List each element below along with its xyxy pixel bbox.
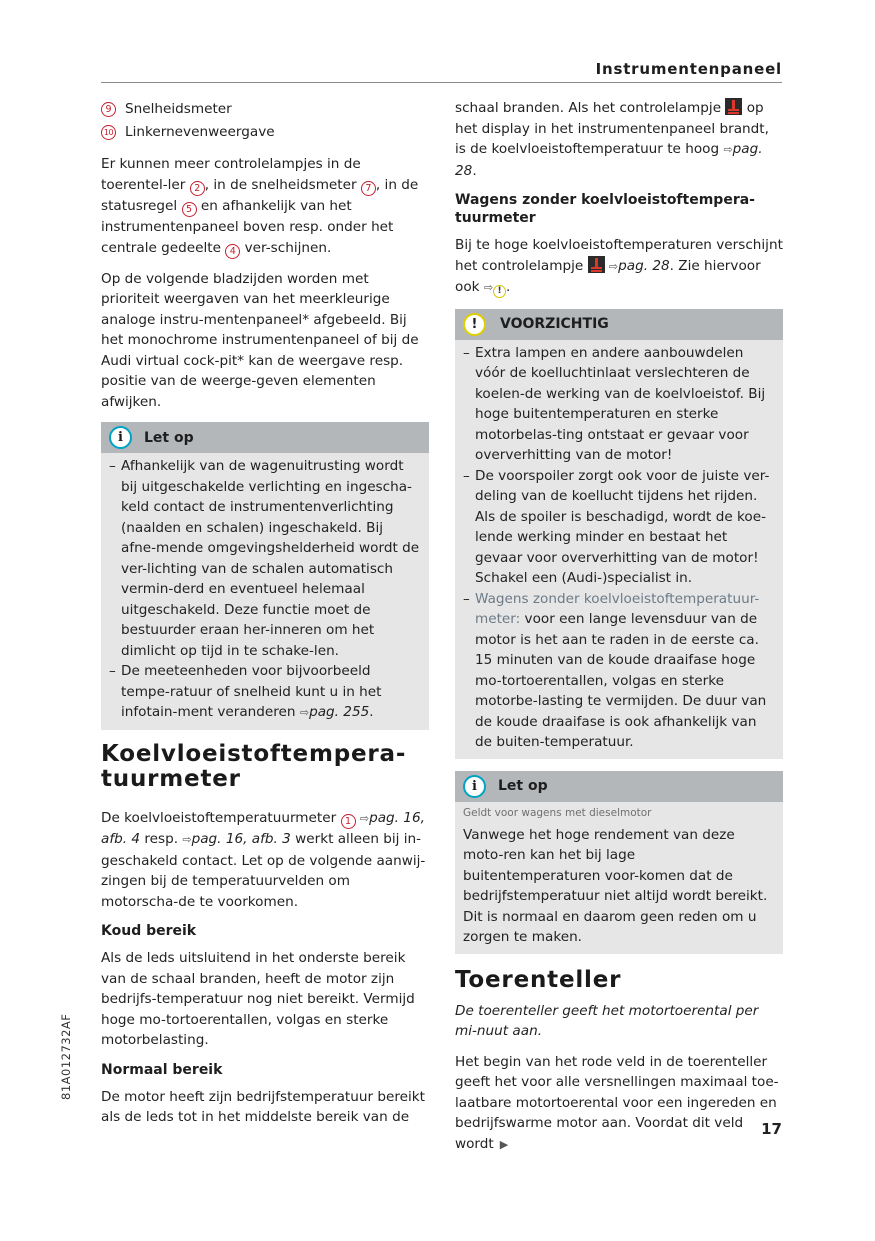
arrow-right-icon: ⇨ — [723, 143, 733, 156]
caution-box-body — [455, 340, 783, 759]
coolant-warning-lamp-icon — [725, 98, 742, 115]
arrow-right-icon: ⇨ — [483, 281, 494, 294]
arrow-right-icon: ⇨ — [182, 833, 192, 847]
paragraph-toerenteller — [455, 1052, 783, 1156]
paragraph-weergaven: Op de volgende bladzijden worden met prioriteit weergaven van het meerkleurige analoge instru-mentenpaneel* afgebeeld. Bij het monochrome instrumentenpaneel of bij de Audi virtual cock-pit* kan de weergave resp. positie van de weerge-geven elementen afwijken. — [101, 270, 419, 410]
callout-number: 9 — [101, 102, 116, 117]
page-reference-link[interactable]: pag. 28 — [618, 257, 670, 274]
page-number: 17 — [761, 1120, 782, 1138]
caution-box-header — [455, 309, 783, 340]
list-item: – Wagens zonder koelvloeistoftemperatuur-meter: voor een lange levensduur van de motor is het aan te raden in de eerste ca. 15 minuten van de koude draaifase hoge mo-tortoerentallen, volgas en sterke motorbe-lasting te vermijden. De duur van de koude draaifase is ook afhankelijk van de buiten-temperatuur. — [463, 590, 767, 750]
arrow-right-icon: ⇨ — [359, 811, 370, 825]
legend-label: Snelheidsmeter — [125, 101, 232, 117]
note-text: Vanwege het hoge rendement van deze moto-ren kan het bij lage buitentemperaturen voor-komen dat de bedrijfstemperatuur niet altijd wordt bereikt. Dit is normaal en daarom geen reden om u zorgen te maken. — [463, 826, 768, 945]
page-reference-link[interactable]: pag. 16, afb. 4 — [101, 809, 425, 848]
text: Bij te hoge koelvloeistoftemperaturen verschijnt het controlelampje — [455, 237, 783, 274]
text: . — [369, 704, 374, 721]
text: , in de statusregel — [101, 176, 419, 214]
coolant-warning-lamp-icon — [588, 256, 605, 273]
caution-box-title: VOORZICHTIG — [500, 316, 609, 332]
list-item-text: De voorspoiler zorgt ook voor de juiste ver-deling van de koellucht tijdens het rijden. Als de spoiler is beschadigd, wordt de koe-lende werking minder en bestaat het gevaar voor oververhitting van de motor! Schakel een (Audi-)specialist in. — [475, 467, 770, 586]
list-item-text: voor een lange levensduur van de motor is het aan te raden in de eerste ca. 15 minuten van de koude draaifase hoge mo-tortoerentallen, volgas en sterke motorbe-lasting te vermijden. De duur van de koude draaifase is ook afhankelijk van de buiten-temperatuur. — [475, 611, 767, 750]
lead-paragraph: De toerenteller geeft het motortoerental per mi-nuut aan. — [455, 1002, 759, 1039]
list-item-text: De meeteenheden voor bijvoorbeeld tempe-ratuur of snelheid kunt u in het infotain-ment veranderen — [121, 663, 382, 721]
note-box-title: Let op — [498, 778, 548, 794]
caution-reference-icon[interactable]: ! — [493, 285, 506, 298]
text: Het begin van het rode veld in de toerenteller geeft het voor alle versnellingen maximaal toe-laatbare motortoerental voor een ingereden en bedrijfswarme motor aan. Voordat dit veld wordt — [455, 1053, 779, 1152]
header-divider — [101, 82, 782, 83]
section-title-toerenteller: Toerenteller — [455, 966, 622, 993]
callout-number: 5 — [182, 202, 197, 217]
text: en afhankelijk van het instrumentenpaneel boven resp. onder het centrale gedeelte — [101, 197, 394, 256]
info-icon: i — [463, 775, 486, 798]
list-item: – De meeteenheden voor bijvoorbeeld tempe-ratuur of snelheid kunt u in het infotain-ment veranderen ⇨pag. 255. — [109, 663, 382, 721]
list-item-text: Afhankelijk van de wagenuitrusting wordt bij uitgeschakelde verlichting en ingescha-keld contact de instrumentenverlichting (naalden en schalen) ingeschakeld. Bij afne-mende omgevingshelderheid wordt de ver-lichting van de schalen automatisch vermin-derd en eventueel helemaal uitgeschakeld. Deze functie moet de bestuurder eraan her-inneren om het dimlicht op tijd in te schake-len. — [121, 458, 420, 659]
page-reference-link[interactable]: pag. 255 — [309, 704, 370, 721]
list-item: – Afhankelijk van de wagenuitrusting wordt bij uitgeschakelde verlichting en ingescha-keld contact de instrumentenverlichting (naalden en schalen) ingeschakeld. Bij afne-mende omgevingshelderheid wordt de ver-lichting van de schalen automatisch vermin-derd en eventueel helemaal uitgeschakeld. Deze functie moet de bestuurder eraan her-inneren om het dimlicht op tijd in te schake-len. — [109, 456, 421, 661]
caution-box — [455, 309, 783, 759]
text: . — [472, 162, 477, 179]
legend-item — [101, 121, 429, 144]
paragraph-wagens-zonder — [455, 235, 783, 299]
list-item: – De voorspoiler zorgt ook voor de juiste ver-deling van de koellucht tijdens het rijden. Als de spoiler is beschadigd, wordt de koe-lende werking minder en bestaat het gevaar voor oververhitting van de motor! Schakel een (Audi-)specialist in. — [463, 466, 775, 589]
callout-number: 4 — [225, 244, 240, 259]
list-item: – Extra lampen en andere aanbouwdelen vóór de koelluchtinlaat verslechteren de koelen-de werking van de koelvloeistof. Bij hoge buitentemperaturen en sterke motorbelas-ting ontstaat er gevaar voor oververhitting van de motor! — [463, 343, 775, 466]
paragraph-normaal-bereik: De motor heeft zijn bedrijfstemperatuur bereikt als de leds tot in het middelste bereik van de — [101, 1088, 426, 1126]
page-reference-link[interactable]: pag. 16, afb. 3 — [191, 831, 291, 848]
left-column — [101, 98, 429, 1138]
info-icon: i — [109, 426, 132, 449]
text: . — [506, 279, 511, 295]
arrow-right-icon: ⇨ — [608, 259, 619, 273]
text: Er kunnen meer controlelampjes in de toerentel-ler — [101, 156, 361, 193]
note-box-header — [455, 771, 783, 802]
note-box-diesel — [455, 771, 783, 954]
subheading-koud-bereik: Koud bereik — [101, 923, 197, 940]
text: schaal branden. Als het controlelampje — [455, 100, 726, 116]
condition-label: Wagens zonder koelvloeistoftemperatuur-meter: — [475, 590, 760, 627]
callout-number: 2 — [190, 181, 205, 196]
note-box-header — [101, 422, 429, 453]
arrow-right-icon: ⇨ — [299, 706, 310, 720]
right-column — [455, 98, 783, 1165]
page-reference-link[interactable]: pag. 28 — [455, 141, 763, 179]
document-code: 81A012732AF — [59, 1013, 73, 1100]
callout-number: 7 — [361, 181, 376, 196]
note-box-body — [101, 453, 429, 730]
running-header-title: Instrumentenpaneel — [595, 60, 782, 78]
paragraph-koelvloeistofmeter — [101, 808, 429, 913]
text: , in de snelheidsmeter — [204, 176, 361, 193]
callout-number: 10 — [101, 125, 116, 140]
text: werkt alleen bij in-geschakeld contact. Let op de volgende aanwij-zingen bij de temperatuurvelden om motorscha-de te voorkomen. — [101, 831, 426, 910]
subheading-normaal-bereik: Normaal bereik — [101, 1061, 223, 1078]
note-box-body — [455, 802, 783, 954]
legend-label: Linkernevenweergave — [125, 124, 275, 140]
text: . Zie hiervoor ook — [455, 257, 761, 295]
text: De koelvloeistoftemperatuurmeter — [101, 809, 341, 826]
caution-icon: ! — [463, 313, 486, 336]
legend-item — [101, 98, 429, 121]
continue-arrow-icon: ▶ — [499, 1137, 509, 1151]
note-box — [101, 422, 429, 730]
callout-number: 1 — [341, 814, 356, 829]
section-title-koelvloeistof: Koelvloeistoftempera-tuurmeter — [101, 740, 407, 792]
list-item-text: Extra lampen en andere aanbouwdelen vóór de koelluchtinlaat verslechteren de koelen-de werking van de koelvloeistof. Bij hoge buitentemperaturen en sterke motorbelas-ting ontstaat er gevaar voor oververhitting van de motor! — [475, 344, 766, 463]
paragraph-koud-bereik: Als de leds uitsluitend in het onderste bereik van de schaal branden, heeft de motor zijn bedrijfs-temperatuur nog niet bereikt. Vermijd hoge mo-tortoerentallen, volgas en sterke motorbelasting. — [101, 950, 415, 1049]
applicability-note: Geldt voor wagens met dieselmotor — [463, 806, 652, 819]
paragraph-continued — [455, 98, 783, 181]
text: op het display in het instrumentenpaneel brandt, is de koelvloeistoftemperatuur te hoog — [455, 100, 769, 157]
subheading-wagens-zonder: Wagens zonder koelvloeistoftempera-tuurmeter — [455, 192, 755, 226]
note-box-title: Let op — [144, 429, 194, 446]
text: resp. — [140, 831, 183, 848]
paragraph-controlelampjes — [101, 154, 429, 259]
text: ver-schijnen. — [240, 239, 332, 256]
